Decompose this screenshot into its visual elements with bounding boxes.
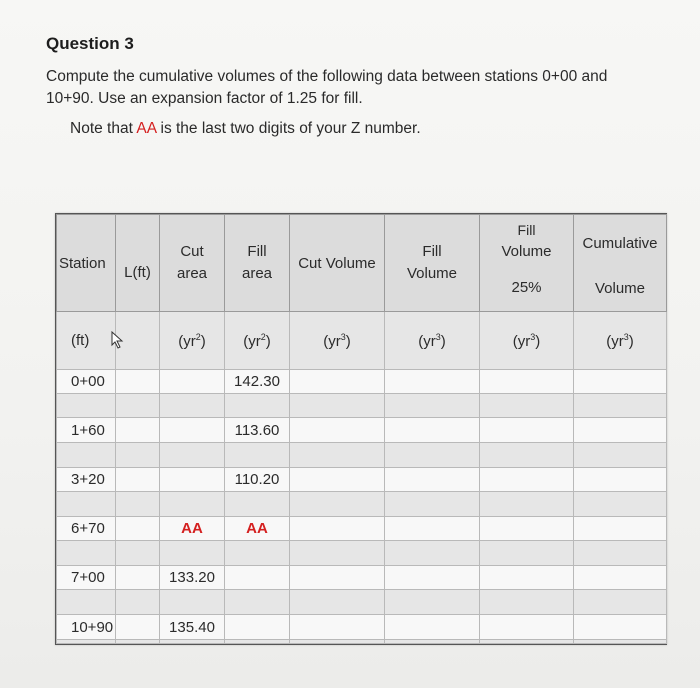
spacer-row [57, 590, 667, 615]
spacer-row [57, 394, 667, 418]
length-cell[interactable] [116, 615, 160, 640]
header-fill-volume-line1: Fill [422, 243, 442, 260]
cumulative-cell[interactable] [574, 370, 667, 394]
unit-cut-volume-exp: 3 [340, 331, 346, 342]
header-fill-area-line1: Fill [247, 243, 267, 260]
length-cell[interactable] [116, 517, 160, 541]
cumulative-cell[interactable] [574, 468, 667, 492]
fill-volume-25-cell[interactable] [480, 517, 574, 541]
unit-fill-area-exp: 2 [260, 331, 266, 342]
spacer-row [57, 443, 667, 468]
header-fill-volume-25 [480, 215, 574, 312]
station-cell: 6+70 [57, 517, 116, 541]
unit-cut-area-exp: 2 [195, 331, 201, 342]
header-length [116, 215, 160, 312]
fill-volume-cell[interactable] [385, 517, 480, 541]
header-fill-volume-25-line3: 25% [511, 279, 542, 296]
unit-fill-volume-25-close: ) [535, 332, 541, 350]
length-cell[interactable] [116, 566, 160, 590]
cut-area-cell: 133.20 [160, 566, 225, 590]
table-row [57, 566, 667, 590]
note-prefix: Note that [70, 120, 137, 137]
spacer-row [57, 640, 667, 644]
station-cell: 7+00 [57, 566, 116, 590]
cut-area-cell: 135.40 [160, 615, 225, 640]
unit-cut-volume-close: ) [345, 332, 351, 350]
unit-fill-volume-25-exp: 3 [530, 331, 536, 342]
table-row [57, 468, 667, 492]
cumulative-cell[interactable] [574, 418, 667, 443]
header-cut-area-line2: area [176, 265, 208, 282]
unit-cumulative [574, 312, 667, 370]
station-cell: 1+60 [57, 418, 116, 443]
unit-fill-volume-close: ) [440, 332, 446, 350]
question-prompt: Compute the cumulative volumes of the following data between stations 0+00 and 10+90. Use an expansion factor of 1.25 for fill. [46, 68, 608, 107]
unit-cumulative-text: (yr [606, 332, 624, 350]
unit-station: (ft) [57, 312, 116, 370]
header-fill-area-line2: area [241, 265, 273, 282]
question-title: Question 3 [46, 34, 134, 53]
fill-area-cell [225, 566, 290, 590]
fill-volume-25-cell[interactable] [480, 615, 574, 640]
fill-volume-cell[interactable] [385, 418, 480, 443]
unit-cumulative-close: ) [628, 332, 634, 350]
fill-area-cell: 142.30 [225, 370, 290, 394]
cut-area-cell: AA [160, 517, 225, 541]
fill-volume-25-cell[interactable] [480, 468, 574, 492]
length-cell[interactable] [116, 468, 160, 492]
length-cell[interactable] [116, 370, 160, 394]
header-fill-area [225, 215, 290, 312]
spacer-row [57, 492, 667, 517]
cumulative-cell[interactable] [574, 615, 667, 640]
unit-cut-volume-text: (yr [323, 332, 341, 350]
fill-area-cell [225, 615, 290, 640]
cut-volume-cell[interactable] [290, 517, 385, 541]
fill-volume-cell[interactable] [385, 615, 480, 640]
cut-area-cell [160, 418, 225, 443]
unit-fill-area-text: (yr [243, 332, 261, 350]
table-row [57, 615, 667, 640]
question-note [70, 120, 421, 138]
unit-cumulative-exp: 3 [623, 331, 629, 342]
fill-volume-25-cell[interactable] [480, 370, 574, 394]
station-cell: 0+00 [57, 370, 116, 394]
cumulative-cell[interactable] [574, 566, 667, 590]
fill-volume-cell[interactable] [385, 566, 480, 590]
unit-fill-area-close: ) [265, 332, 271, 350]
mouse-cursor-icon [110, 331, 126, 349]
unit-cut-area-text: (yr [178, 332, 196, 350]
units-row [57, 312, 667, 370]
header-fill-volume [385, 215, 480, 312]
header-length-label: L(ft) [124, 263, 151, 281]
cut-volume-cell[interactable] [290, 418, 385, 443]
header-fill-volume-line2: Volume [406, 265, 458, 282]
fill-area-cell: 113.60 [225, 418, 290, 443]
header-cut-area [160, 215, 225, 312]
cut-volume-cell[interactable] [290, 370, 385, 394]
unit-fill-volume [385, 312, 480, 370]
table-row [57, 370, 667, 394]
fill-area-cell: AA [225, 517, 290, 541]
unit-fill-volume-text: (yr [418, 332, 436, 350]
cut-area-cell [160, 468, 225, 492]
note-suffix: is the last two digits of your Z number. [156, 120, 421, 137]
note-highlight: AA [136, 120, 157, 137]
fill-volume-25-cell[interactable] [480, 566, 574, 590]
cut-volume-cell[interactable] [290, 615, 385, 640]
table-row [57, 517, 667, 541]
length-cell[interactable] [116, 418, 160, 443]
header-cut-area-line1: Cut [180, 243, 204, 260]
cut-volume-cell[interactable] [290, 468, 385, 492]
header-row [57, 215, 667, 312]
header-cumulative [574, 215, 667, 312]
station-cell: 3+20 [57, 468, 116, 492]
unit-cut-area [160, 312, 225, 370]
cumulative-cell[interactable] [574, 517, 667, 541]
unit-cut-area-close: ) [200, 332, 206, 350]
volume-table [55, 213, 667, 645]
unit-fill-area [225, 312, 290, 370]
header-cumulative-line1: Cumulative [582, 235, 658, 252]
cut-area-cell [160, 370, 225, 394]
cut-volume-cell[interactable] [290, 566, 385, 590]
header-cut-volume: Cut Volume [290, 215, 385, 312]
header-station: Station [57, 215, 116, 312]
fill-volume-cell[interactable] [385, 468, 480, 492]
fill-volume-cell[interactable] [385, 370, 480, 394]
header-fill-volume-25-line2: Volume [501, 243, 552, 260]
station-cell: 10+90 [57, 615, 116, 640]
fill-volume-25-cell[interactable] [480, 418, 574, 443]
fill-area-cell: 110.20 [225, 468, 290, 492]
unit-fill-volume-25 [480, 312, 574, 370]
unit-fill-volume-25-text: (yr [512, 332, 531, 350]
table-row [57, 418, 667, 443]
unit-fill-volume-exp: 3 [435, 331, 441, 342]
spacer-row [57, 541, 667, 566]
unit-cut-volume [290, 312, 385, 370]
header-cumulative-line2: Volume [594, 280, 646, 297]
header-fill-volume-25-line1: Fill [517, 222, 536, 238]
